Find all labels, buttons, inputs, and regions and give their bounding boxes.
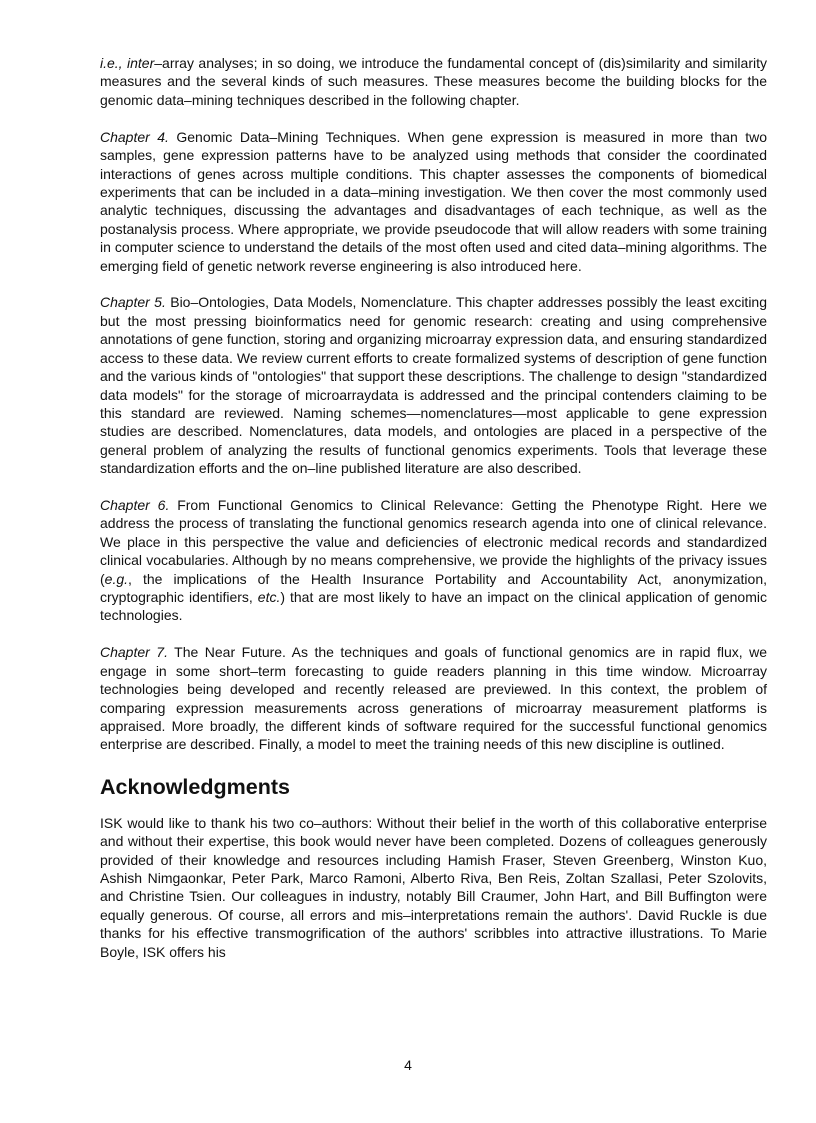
chapter-5-label: Chapter 5. — [100, 294, 166, 311]
chapter-7-label: Chapter 7. — [100, 644, 168, 661]
chapter-5-text: Bio–Ontologies, Data Models, Nomenclature. This chapter addresses possibly the least exciting but the most pressing bioinformatics need for genomic research: creating and using comprehensive annotations of gene function, storing and organizing microarray expression data, and ensuring standardized access to these data. We review current efforts to create formalized systems of description of gene function and the various kinds of "ontologies" that support these descriptions. The challenge to design "standardized data models" for the storage of microarraydata is addressed and the principal contenders claiming to be this standard are reviewed. Naming schemes—nomenclatures—most applicable to gene expression studies are described. Nomenclatures, data models, and ontologies are placed in a perspective of the general problem of analyzing the results of functional genomics experiments. Tools that leverage these standardization efforts and the on–line published literature are also described. — [100, 294, 768, 477]
intro-paragraph — [100, 54, 767, 109]
chapter-6-etc: etc. — [257, 589, 281, 606]
chapter-7-text: The Near Future. As the techniques and goals of functional genomics are in rapid flux, we engage in some short–term forecasting to guide readers planning in this time window. Microarray technologies being developed and recently released are previewed. In this context, the problem of comparing expression measurements across generations of microarray measurement platforms is appraised. More broadly, the different kinds of software required for the successful functional genomics enterprise are described. Finally, a model to meet the training needs of this new discipline is outlined. — [100, 644, 768, 753]
intro-italic-lead: i.e., inter — [100, 55, 155, 71]
chapter-6-text-e: ) that are most likely to have an impact on the clinical application of genomic technologies. — [100, 589, 767, 624]
chapter-6-eg: e.g. — [104, 570, 129, 587]
page-body — [100, 54, 767, 980]
chapter-7-paragraph — [100, 643, 767, 753]
chapter-6-text-a: From Functional Genomics to Clinical Relevance: Getting the Phenotype Right. Here we address the process of translating the functional genomics research agenda into one of clinical relevance. We place in this perspective the value and deficiencies of electronic medical records and standardized clinical vocabularies. Although by no means comprehensive, we provide the highlights of the privacy issues ( — [100, 497, 768, 587]
chapter-6-paragraph — [100, 496, 767, 625]
chapter-4-paragraph — [100, 128, 767, 275]
chapter-6-text-c: , the implications of the Health Insurance Portability and Accountability Act, anonymization, cryptographic identifiers, — [100, 570, 767, 606]
acknowledgments-paragraph: ISK would like to thank his two co–authors: Without their belief in the worth of this collaborative enterprise and without their expertise, this book would never have been completed. Dozens of colleagues generously provided of their knowledge and resources including Hamish Fraser, Steven Greenberg, Winston Kuo, Ashish Nimgaonkar, Peter Park, Marco Ramoni, Alberto Riva, Ben Reis, Zoltan Szallasi, Peter Szolovits, and Christine Tsien. Our colleagues in industry, notably Bill Craumer, John Hart, and Bill Buffington were equally generous. Of course, all errors and mis–interpretations remain the authors'. David Ruckle is due thanks for his effective transmogrification of the authors' scribbles into attractive illustrations. To Marie Boyle, ISK offers his — [100, 814, 767, 960]
chapter-4-label: Chapter 4. — [100, 128, 169, 145]
acknowledgments-heading: Acknowledgments — [100, 774, 290, 799]
intro-text: –array analyses; in so doing, we introduce the fundamental concept of (dis)similarity and similarity measures and the several kinds of such measures. These measures become the building blocks for the genomic data–mining techniques described in the following chapter. — [100, 55, 767, 108]
chapter-4-text: Genomic Data–Mining Techniques. When gene expression is measured in more than two samples, gene expression patterns have to be analyzed using methods that consider the coordinated interactions of genes across multiple conditions. This chapter assesses the components of biomedical experiments that can be included in a data–mining investigation. We then cover the most commonly used analytic techniques, discussing the advantages and disadvantages of each technique, as well as the postanalysis process. Where appropriate, we provide pseudocode that will allow readers with some training in computer science to understand the details of the most often used and cited data–mining algorithms. The emerging field of genetic network reverse engineering is also introduced here. — [100, 128, 768, 274]
chapter-6-label: Chapter 6. — [100, 497, 170, 514]
page-number: 4 — [404, 1057, 412, 1073]
chapter-5-paragraph — [100, 293, 767, 477]
